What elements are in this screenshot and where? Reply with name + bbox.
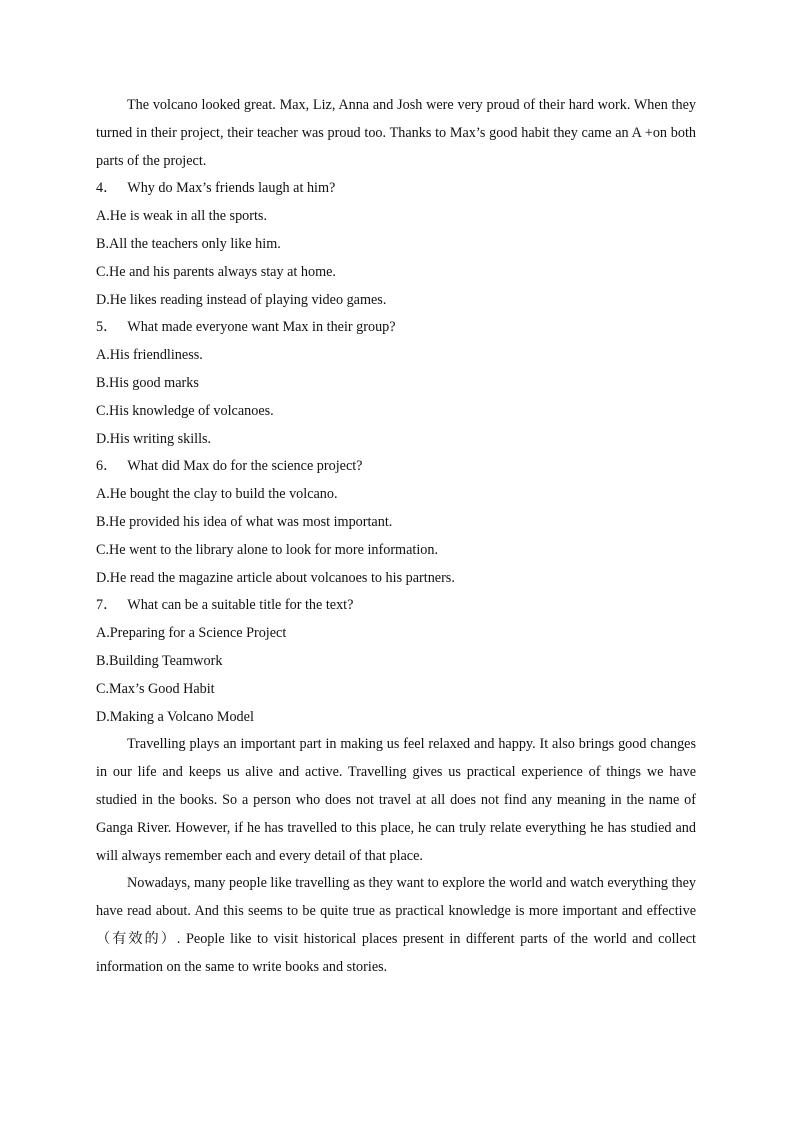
- question-number: 4．: [96, 180, 118, 197]
- option-c: C.He went to the library alone to look for more information.: [96, 541, 438, 558]
- question-stem: [96, 175, 696, 203]
- travel-paragraph-2: Nowadays, many people like travelling as they want to explore the world and watch everything they have read about. And this seems to be quite true as practical knowledge is more important and effective （有效的）. People like to visit historical places present in different parts of the world and collect information on the same to write books and stories.: [96, 875, 696, 975]
- option-b: B.All the teachers only like him.: [96, 235, 281, 252]
- question-5: [96, 314, 696, 453]
- question-number: 5．: [96, 319, 118, 336]
- document-content: [96, 92, 696, 982]
- question-4: [96, 175, 696, 314]
- question-6: [96, 453, 696, 592]
- travel-paragraph-1: Travelling plays an important part in making us feel relaxed and happy. It also brings good changes in our life and keeps us alive and active. Travelling gives us practical experience of things we have studied in the books. So a person who does not travel at all does not find any meaning in the name of Ganga River. However, if he has travelled to this place, he can truly relate everything he has studied and will always remember each and every detail of that place.: [96, 736, 696, 864]
- option-d: D.He read the magazine article about volcanoes to his partners.: [96, 569, 455, 586]
- question-text: What made everyone want Max in their group?: [127, 319, 396, 336]
- option-a: A.He bought the clay to build the volcano.: [96, 486, 338, 503]
- option-b: B.Building Teamwork: [96, 652, 223, 669]
- option-c: C.Max’s Good Habit: [96, 680, 215, 697]
- question-text: What can be a suitable title for the text?: [127, 597, 354, 614]
- passage-ending-paragraph: The volcano looked great. Max, Liz, Anna and Josh were very proud of their hard work. When they turned in their project, their teacher was proud too. Thanks to Max’s good habit they came an A +on both parts of the project.: [96, 97, 696, 169]
- option-d: D.Making a Volcano Model: [96, 708, 254, 725]
- option-d: D.He likes reading instead of playing video games.: [96, 291, 387, 308]
- question-number: 6．: [96, 458, 118, 475]
- question-number: 7．: [96, 597, 118, 614]
- option-a: A.Preparing for a Science Project: [96, 625, 287, 642]
- question-7: [96, 592, 696, 731]
- option-c: C.His knowledge of volcanoes.: [96, 402, 274, 419]
- option-c: C.He and his parents always stay at home.: [96, 263, 336, 280]
- option-d: D.His writing skills.: [96, 430, 212, 447]
- option-b: B.He provided his idea of what was most important.: [96, 513, 393, 530]
- question-stem: [96, 453, 696, 481]
- option-b: B.His good marks: [96, 374, 199, 391]
- question-text: What did Max do for the science project?: [127, 458, 363, 475]
- question-stem: [96, 592, 696, 620]
- question-text: Why do Max’s friends laugh at him?: [127, 180, 336, 197]
- question-stem: [96, 314, 696, 342]
- option-a: A.His friendliness.: [96, 347, 203, 364]
- option-a: A.He is weak in all the sports.: [96, 208, 268, 225]
